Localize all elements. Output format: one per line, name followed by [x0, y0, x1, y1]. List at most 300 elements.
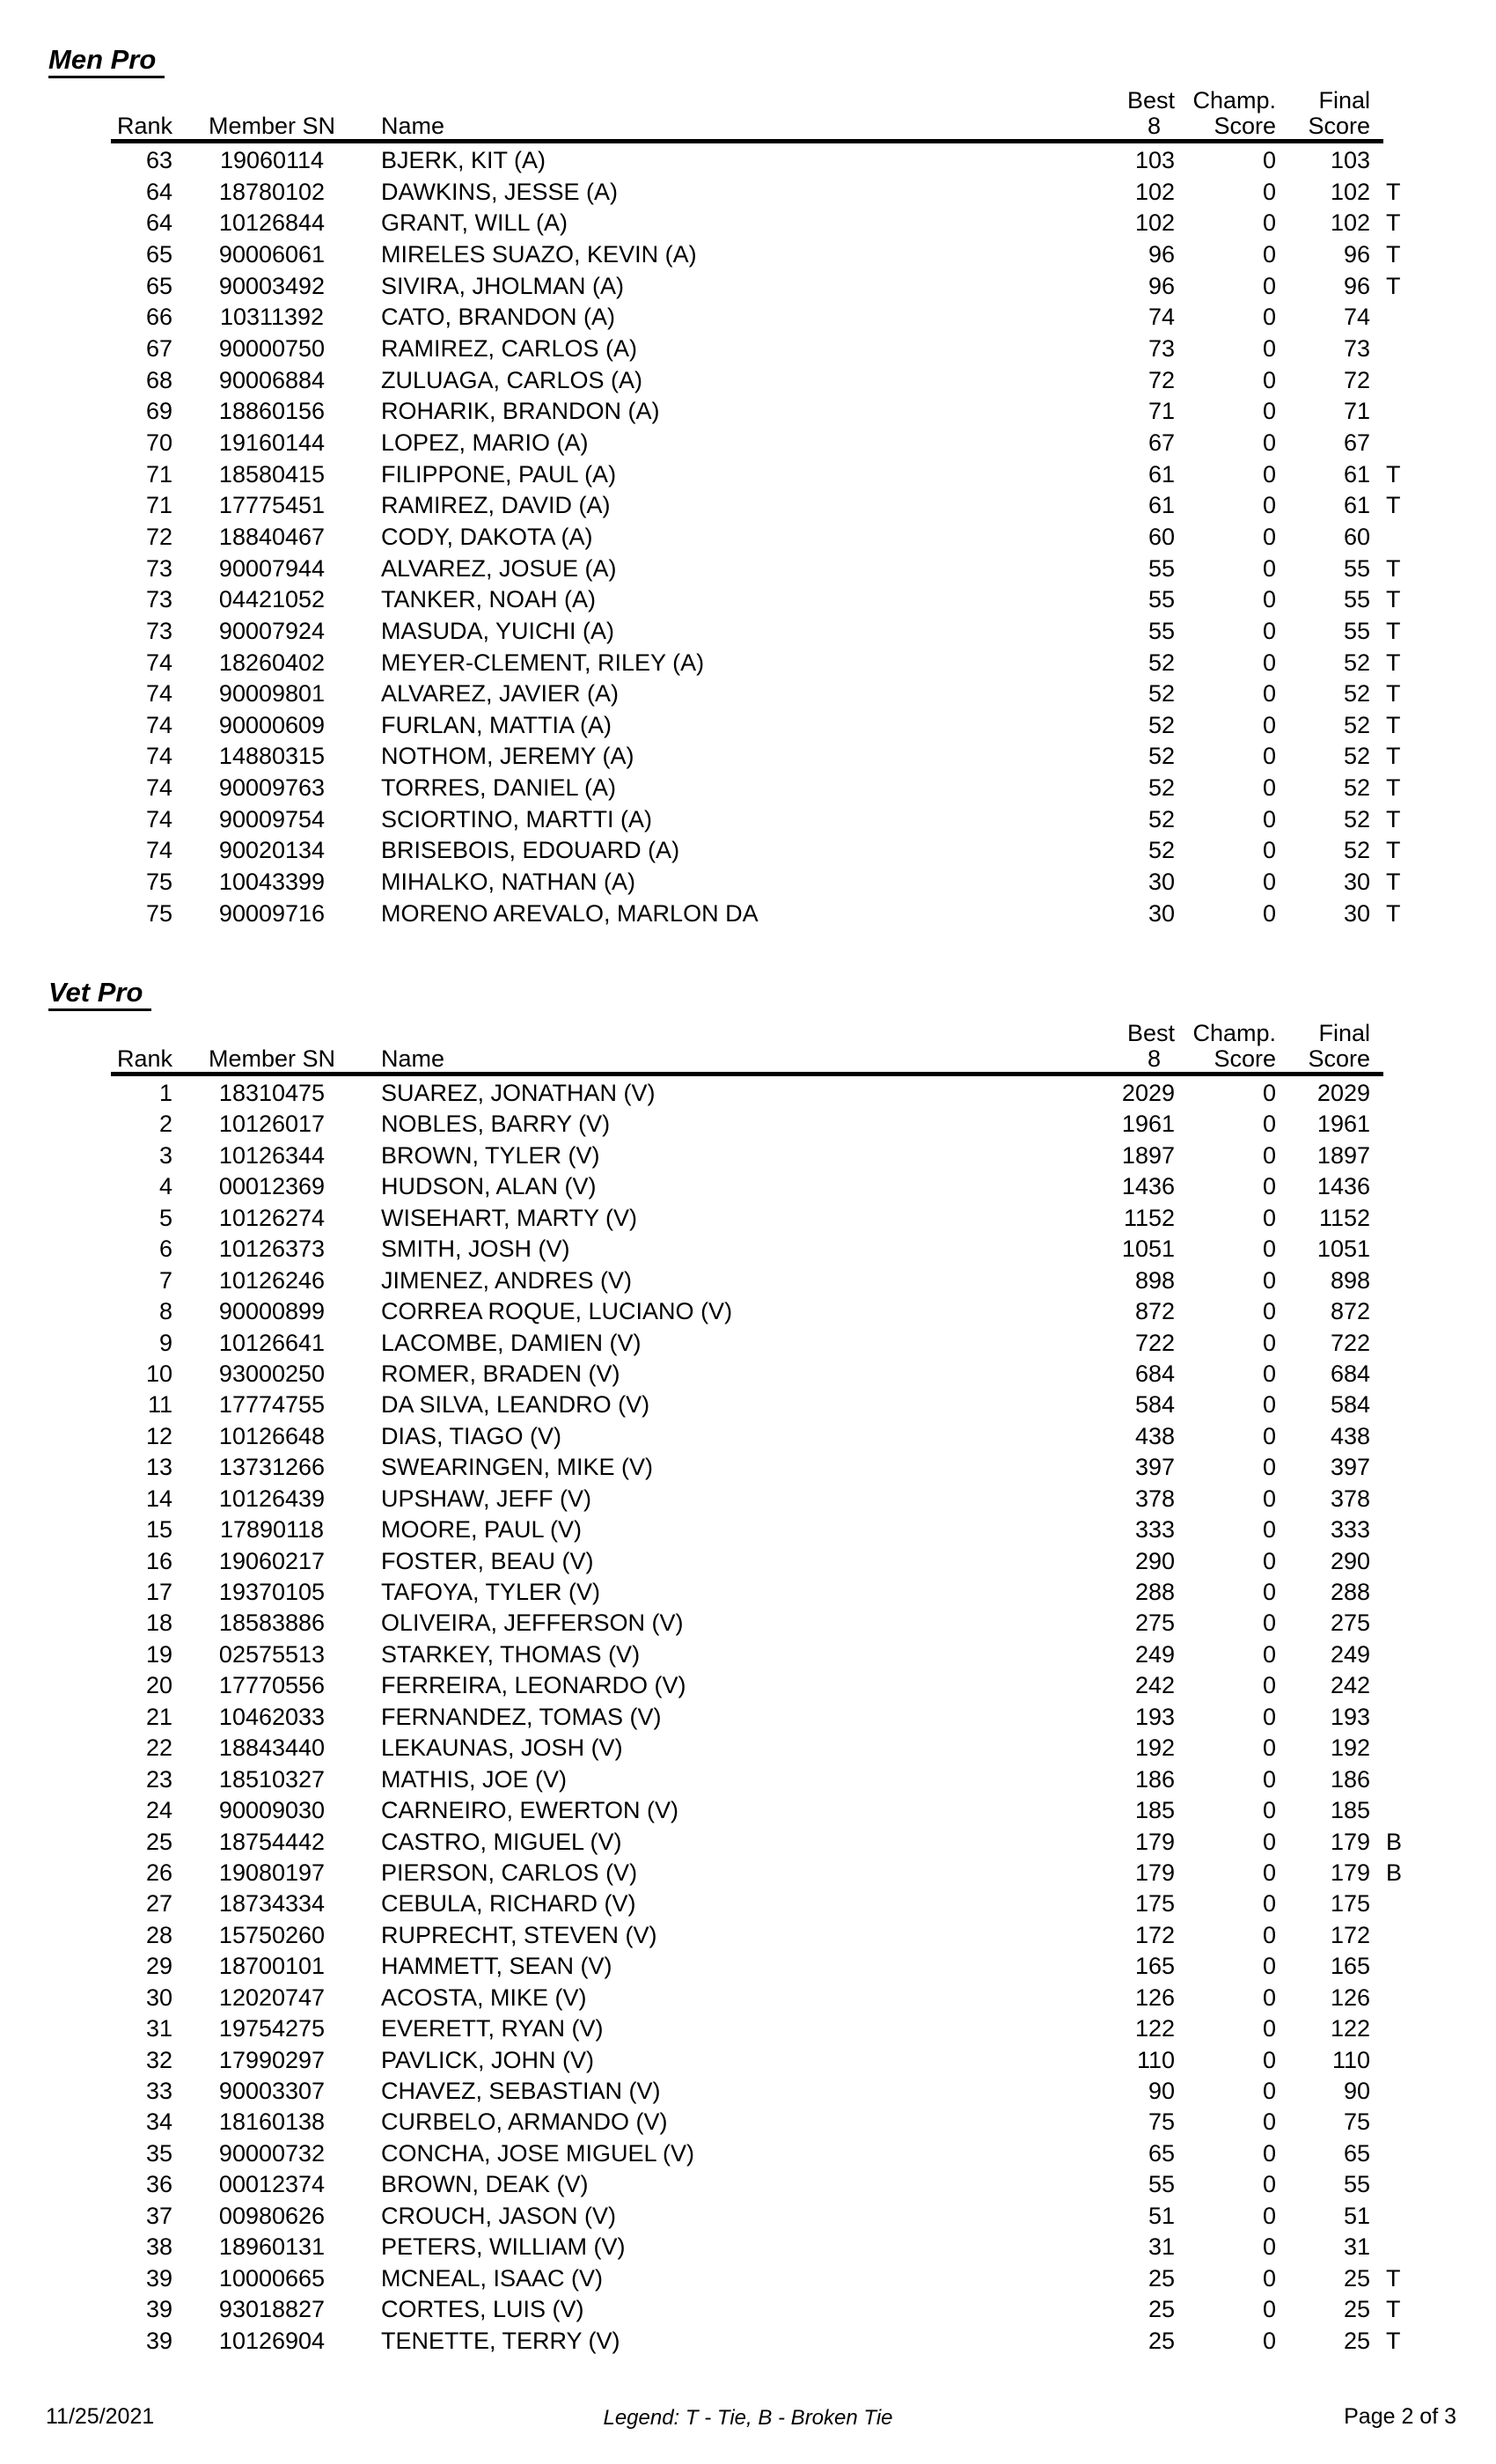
cell-final-score: 288 [1330, 1579, 1370, 1605]
cell-rank: 68 [145, 366, 172, 393]
cell-name: RUPRECHT, STEVEN (V) [381, 1921, 657, 1948]
cell-member-sn: 10311392 [219, 304, 325, 331]
column-spacer [336, 239, 381, 271]
cell-tie-flag: T [1386, 649, 1401, 676]
cell-best-8: 193 [1134, 1703, 1175, 1730]
cell-name: DAWKINS, JESSE (A) [381, 178, 619, 205]
column-spacer [336, 1858, 381, 1888]
footer-date: 11/25/2021 [46, 2404, 155, 2429]
column-spacer [336, 1140, 381, 1171]
cell-tie-flag: T [1386, 2327, 1401, 2354]
cell-name: MCNEAL, ISAAC (V) [381, 2264, 604, 2292]
cell-name: CURBELO, ARMANDO (V) [381, 2108, 668, 2136]
column-spacer [172, 1670, 208, 1701]
table-row [111, 1888, 1422, 1919]
column-spacer [172, 1171, 208, 1202]
cell-best-8: 52 [1148, 774, 1175, 802]
column-spacer [172, 208, 208, 239]
cell-rank: 26 [145, 1859, 172, 1886]
cell-member-sn: 15750260 [218, 1921, 326, 1948]
cell-best-8: 52 [1148, 680, 1175, 708]
table-row [111, 1702, 1422, 1733]
cell-member-sn: 90009763 [218, 774, 326, 802]
table-row [111, 1795, 1422, 1826]
cell-champ-score: 0 [1262, 1640, 1276, 1668]
column-spacer [172, 1733, 208, 1764]
cell-champ-score: 0 [1262, 1454, 1276, 1481]
cell-rank: 74 [145, 711, 172, 738]
cell-rank: 74 [145, 680, 172, 708]
table-row [111, 1234, 1422, 1265]
cell-champ-score: 0 [1262, 1298, 1276, 1325]
cell-member-sn: 00980626 [218, 2202, 326, 2229]
column-spacer [172, 1046, 208, 1072]
column-spacer [172, 1359, 208, 1390]
cell-final-score: 1152 [1318, 1204, 1370, 1231]
column-spacer [172, 522, 208, 554]
cell-best-8: 30 [1148, 899, 1175, 927]
column-spacer [1370, 1021, 1422, 1046]
column-spacer [336, 1827, 381, 1858]
cell-best-8: 179 [1134, 1828, 1175, 1855]
column-spacer [336, 741, 381, 773]
cell-champ-score: 0 [1262, 1266, 1276, 1294]
cell-name: CATO, BRANDON (A) [381, 304, 616, 331]
cell-final-score: 438 [1330, 1422, 1370, 1449]
column-spacer [336, 2138, 381, 2169]
column-spacer [336, 396, 381, 428]
cell-champ-score: 0 [1262, 2078, 1276, 2104]
cell-name: LACOMBE, DAMIEN (V) [381, 1329, 642, 1356]
men-pro-table [111, 88, 1422, 929]
table-row [111, 2326, 1422, 2357]
column-spacer [172, 145, 208, 177]
table-row [111, 1328, 1422, 1359]
column-header-name: Name [381, 1046, 445, 1072]
column-spacer [172, 271, 208, 303]
cell-member-sn: 19754275 [218, 2015, 326, 2042]
cell-best-8: 61 [1148, 460, 1175, 488]
cell-final-score: 275 [1330, 1610, 1370, 1637]
cell-best-8: 30 [1148, 869, 1175, 896]
column-spacer [336, 114, 381, 139]
cell-final-score: 96 [1343, 272, 1370, 299]
column-spacer [172, 1795, 208, 1826]
cell-best-8: 60 [1148, 523, 1175, 550]
cell-best-8: 872 [1134, 1298, 1175, 1325]
table-row [111, 554, 1422, 585]
cell-rank: 30 [145, 1984, 172, 2011]
cell-rank: 73 [145, 554, 172, 582]
column-header-rank: Rank [116, 113, 172, 139]
column-spacer [336, 1951, 381, 1982]
cell-final-score: 185 [1330, 1797, 1370, 1824]
cell-name: DA SILVA, LEANDRO (V) [381, 1391, 650, 1419]
cell-name: WISEHART, MARTY (V) [381, 1204, 638, 1231]
table-row [111, 1577, 1422, 1608]
cell-tie-flag: T [1386, 774, 1401, 802]
column-spacer [336, 2169, 381, 2200]
column-spacer [172, 1452, 208, 1483]
cell-rank: 74 [145, 805, 172, 832]
cell-member-sn: 10126641 [218, 1329, 326, 1356]
table-row [111, 835, 1422, 867]
column-spacer [172, 1328, 208, 1359]
cell-rank: 71 [145, 492, 172, 519]
table-row [111, 1639, 1422, 1670]
cell-best-8: 96 [1148, 272, 1175, 299]
section-title-men-pro: Men Pro [48, 46, 165, 78]
cell-rank: 34 [145, 2108, 172, 2136]
cell-best-8: 397 [1134, 1454, 1175, 1481]
table-row [111, 490, 1422, 522]
cell-final-score: 65 [1343, 2139, 1370, 2167]
cell-rank: 39 [145, 2264, 172, 2292]
cell-name: SMITH, JOSH (V) [381, 1236, 570, 1263]
column-spacer [172, 648, 208, 679]
cell-tie-flag [1370, 1733, 1422, 1764]
table-row [111, 2138, 1422, 2169]
cell-best-8: 102 [1134, 209, 1175, 237]
cell-best-8: 438 [1134, 1422, 1175, 1449]
cell-member-sn: 90006884 [218, 366, 326, 393]
cell-rank: 38 [145, 2233, 172, 2261]
cell-member-sn: 17775451 [218, 492, 326, 519]
cell-tie-flag [1370, 2045, 1422, 2076]
cell-rank: 64 [145, 209, 172, 237]
cell-tie-flag [1370, 1546, 1422, 1577]
column-spacer [336, 2107, 381, 2138]
column-spacer [336, 2013, 381, 2044]
column-spacer [172, 1140, 208, 1171]
cell-final-score: 30 [1343, 869, 1370, 896]
column-spacer [172, 616, 208, 648]
column-spacer [172, 1702, 208, 1733]
column-spacer [172, 490, 208, 522]
cell-tie-flag [1370, 1078, 1422, 1109]
cell-tie-flag: T [1386, 2296, 1401, 2323]
column-spacer [336, 271, 381, 303]
cell-champ-score: 0 [1262, 586, 1276, 613]
cell-rank: 74 [145, 837, 172, 864]
cell-name: UPSHAW, JEFF (V) [381, 1485, 592, 1512]
cell-champ-score: 0 [1262, 774, 1276, 802]
column-spacer [172, 114, 208, 139]
cell-member-sn: 18780102 [218, 178, 326, 205]
cell-member-sn: 90000899 [218, 1298, 326, 1325]
column-spacer [172, 2263, 208, 2294]
column-spacer [336, 678, 381, 710]
cell-rank: 29 [145, 1953, 172, 1980]
cell-best-8: 55 [1148, 617, 1175, 644]
cell-tie-flag: T [1386, 680, 1401, 708]
cell-rank: 24 [145, 1797, 172, 1824]
cell-champ-score: 0 [1262, 680, 1276, 708]
cell-name: CORTES, LUIS (V) [381, 2296, 584, 2323]
cell-name: SWEARINGEN, MIKE (V) [381, 1454, 654, 1481]
cell-final-score: 90 [1343, 2078, 1370, 2104]
cell-tie-flag [1370, 145, 1422, 177]
cell-champ-score: 0 [1262, 429, 1276, 456]
table-header-line1 [111, 1021, 1422, 1046]
cell-name: TENETTE, TERRY (V) [381, 2327, 620, 2354]
cell-champ-score: 0 [1262, 2233, 1276, 2261]
cell-rank: 7 [158, 1266, 172, 1294]
cell-name: TAFOYA, TYLER (V) [381, 1579, 601, 1605]
table-row [111, 2169, 1422, 2200]
cell-member-sn: 19080197 [218, 1859, 326, 1886]
column-spacer [336, 208, 381, 239]
column-header-final: Final [1318, 87, 1370, 114]
cell-rank: 73 [145, 617, 172, 644]
cell-best-8: 25 [1148, 2264, 1175, 2292]
column-spacer [336, 867, 381, 898]
cell-final-score: 397 [1330, 1454, 1370, 1481]
table-row [111, 271, 1422, 303]
cell-name: CODY, DAKOTA (A) [381, 523, 593, 550]
cell-name: BROWN, DEAK (V) [381, 2171, 589, 2198]
cell-champ-score: 0 [1262, 1984, 1276, 2011]
column-spacer [336, 1296, 381, 1327]
cell-rank: 21 [145, 1703, 172, 1730]
cell-final-score: 333 [1330, 1516, 1370, 1544]
cell-rank: 66 [145, 304, 172, 331]
cell-member-sn: 90000732 [218, 2139, 326, 2167]
cell-final-score: 684 [1330, 1360, 1370, 1387]
cell-member-sn: 90009754 [218, 805, 326, 832]
cell-tie-flag [1370, 1514, 1422, 1545]
cell-rank: 6 [158, 1236, 172, 1263]
cell-name: PETERS, WILLIAM (V) [381, 2233, 626, 2261]
table-row [111, 1390, 1422, 1420]
cell-final-score: 722 [1330, 1329, 1370, 1356]
column-header-champ: Champ. [1192, 87, 1276, 114]
cell-champ-score: 0 [1262, 1204, 1276, 1231]
cell-best-8: 126 [1134, 1984, 1175, 2011]
cell-name: ACOSTA, MIKE (V) [381, 1984, 587, 2011]
cell-member-sn: 18960131 [218, 2233, 326, 2261]
column-spacer [336, 1452, 381, 1483]
cell-champ-score: 0 [1262, 460, 1276, 488]
cell-champ-score: 0 [1262, 2202, 1276, 2229]
cell-champ-score: 0 [1262, 398, 1276, 425]
cell-member-sn: 19060217 [218, 1547, 326, 1574]
vet-pro-table [111, 1021, 1422, 2357]
cell-champ-score: 0 [1262, 1610, 1276, 1637]
cell-final-score: 61 [1343, 492, 1370, 519]
cell-rank: 16 [145, 1547, 172, 1574]
cell-rank: 22 [145, 1734, 172, 1762]
cell-rank: 71 [145, 460, 172, 488]
cell-best-8: 52 [1148, 837, 1175, 864]
column-spacer [336, 2232, 381, 2262]
cell-best-8: 55 [1148, 2171, 1175, 2198]
table-row [111, 1951, 1422, 1982]
cell-name: JIMENEZ, ANDRES (V) [381, 1266, 633, 1294]
cell-rank: 36 [145, 2171, 172, 2198]
cell-final-score: 73 [1343, 334, 1370, 362]
cell-final-score: 2029 [1316, 1080, 1370, 1106]
cell-best-8: 333 [1134, 1516, 1175, 1544]
cell-tie-flag [1370, 1390, 1422, 1420]
table-row [111, 804, 1422, 836]
table-row [111, 1296, 1422, 1327]
cell-tie-flag [1370, 1670, 1422, 1701]
cell-rank: 70 [145, 429, 172, 456]
cell-member-sn: 10126017 [218, 1111, 326, 1138]
cell-rank: 73 [145, 586, 172, 613]
column-spacer [336, 1764, 381, 1795]
cell-best-8: 75 [1148, 2108, 1175, 2136]
cell-final-score: 110 [1331, 2046, 1370, 2073]
cell-best-8: 103 [1134, 147, 1175, 173]
cell-tie-flag [1370, 2201, 1422, 2232]
cell-best-8: 52 [1148, 649, 1175, 676]
cell-rank: 67 [145, 334, 172, 362]
column-spacer [336, 1577, 381, 1608]
table-row [111, 710, 1422, 742]
cell-rank: 8 [158, 1298, 172, 1325]
cell-name: LEKAUNAS, JOSH (V) [381, 1734, 623, 1762]
cell-champ-score: 0 [1262, 2264, 1276, 2292]
cell-champ-score: 0 [1262, 1703, 1276, 1730]
column-spacer [111, 88, 172, 114]
cell-tie-flag [1370, 1328, 1422, 1359]
cell-name: ALVAREZ, JOSUE (A) [381, 554, 617, 582]
column-spacer [172, 678, 208, 710]
cell-final-score: 52 [1343, 711, 1370, 738]
cell-champ-score: 0 [1262, 1360, 1276, 1387]
cell-member-sn: 13731266 [218, 1454, 326, 1481]
cell-member-sn: 90000750 [218, 334, 326, 362]
cell-member-sn: 19370105 [218, 1579, 326, 1605]
column-spacer [172, 2013, 208, 2044]
cell-final-score: 193 [1330, 1703, 1370, 1730]
column-spacer [172, 2076, 208, 2107]
cell-champ-score: 0 [1262, 2171, 1276, 2198]
table-row [111, 459, 1422, 491]
cell-final-score: 67 [1343, 429, 1370, 456]
column-spacer [172, 396, 208, 428]
cell-member-sn: 10126274 [218, 1204, 326, 1231]
cell-name: PIERSON, CARLOS (V) [381, 1859, 638, 1886]
cell-tie-flag [1370, 2138, 1422, 2169]
cell-final-score: 1051 [1316, 1236, 1370, 1263]
column-spacer [172, 239, 208, 271]
table-row [111, 616, 1422, 648]
cell-name: ROMER, BRADEN (V) [381, 1360, 620, 1387]
column-spacer [208, 1021, 336, 1046]
cell-tie-flag [1370, 2107, 1422, 2138]
column-spacer [336, 88, 381, 114]
cell-final-score: 31 [1343, 2233, 1370, 2261]
cell-best-8: 249 [1134, 1640, 1175, 1668]
cell-best-8: 25 [1148, 2296, 1175, 2323]
cell-tie-flag [1370, 1265, 1422, 1296]
cell-champ-score: 0 [1262, 2327, 1276, 2354]
table-row [111, 584, 1422, 616]
column-spacer [172, 2294, 208, 2325]
cell-tie-flag [1370, 1888, 1422, 1919]
column-spacer [336, 773, 381, 804]
cell-rank: 10 [145, 1360, 172, 1387]
cell-member-sn: 18510327 [218, 1765, 326, 1793]
cell-final-score: 179 [1330, 1859, 1370, 1886]
cell-tie-flag: T [1386, 899, 1401, 927]
cell-champ-score: 0 [1262, 1516, 1276, 1544]
column-header-final: Final [1318, 1020, 1370, 1046]
table-row [111, 428, 1422, 459]
cell-best-8: 55 [1148, 586, 1175, 613]
cell-final-score: 1897 [1316, 1141, 1370, 1169]
column-spacer [172, 584, 208, 616]
table-row [111, 1608, 1422, 1639]
column-spacer [336, 1171, 381, 1202]
column-spacer [172, 177, 208, 209]
cell-tie-flag: T [1386, 554, 1401, 582]
cell-final-score: 52 [1343, 743, 1370, 770]
cell-champ-score: 0 [1262, 1485, 1276, 1512]
cell-member-sn: 10126344 [218, 1141, 326, 1169]
column-spacer [172, 1021, 208, 1046]
table-row [111, 2107, 1422, 2138]
column-spacer [172, 867, 208, 898]
cell-name: BRISEBOIS, EDOUARD (A) [381, 837, 680, 864]
cell-name: MIRELES SUAZO, KEVIN (A) [381, 240, 697, 268]
cell-rank: 1 [158, 1080, 172, 1106]
cell-champ-score: 0 [1262, 1236, 1276, 1263]
cell-member-sn: 18754442 [218, 1828, 326, 1855]
cell-name: DIAS, TIAGO (V) [381, 1422, 562, 1449]
cell-champ-score: 0 [1262, 711, 1276, 738]
table-row [111, 1421, 1422, 1452]
column-spacer [172, 334, 208, 365]
column-header-member-sn: Member SN [208, 113, 336, 139]
cell-rank: 25 [145, 1828, 172, 1855]
cell-final-score: 1436 [1316, 1173, 1370, 1200]
cell-champ-score: 0 [1262, 1422, 1276, 1449]
cell-final-score: 179 [1330, 1828, 1370, 1855]
cell-name: CROUCH, JASON (V) [381, 2202, 617, 2229]
cell-final-score: 584 [1330, 1391, 1370, 1419]
cell-member-sn: 10126373 [218, 1236, 326, 1263]
cell-name: NOTHOM, JEREMY (A) [381, 743, 634, 770]
cell-rank: 5 [158, 1204, 172, 1231]
column-spacer [336, 302, 381, 334]
column-spacer [336, 1021, 381, 1046]
column-spacer [172, 88, 208, 114]
cell-champ-score: 0 [1262, 366, 1276, 393]
cell-final-score: 872 [1330, 1298, 1370, 1325]
cell-rank: 20 [145, 1672, 172, 1699]
column-spacer [336, 2263, 381, 2294]
cell-best-8: 65 [1148, 2139, 1175, 2167]
cell-champ-score: 0 [1262, 178, 1276, 205]
column-spacer [336, 1983, 381, 2013]
cell-best-8: 165 [1134, 1953, 1175, 1980]
cell-rank: 23 [145, 1765, 172, 1793]
cell-best-8: 290 [1134, 1547, 1175, 1574]
cell-name: CEBULA, RICHARD (V) [381, 1890, 636, 1918]
column-spacer [172, 741, 208, 773]
column-spacer [172, 1296, 208, 1327]
cell-member-sn: 90007924 [218, 617, 326, 644]
cell-member-sn: 10126844 [218, 209, 326, 237]
cell-name: TORRES, DANIEL (A) [381, 774, 617, 802]
cell-tie-flag [1370, 1109, 1422, 1140]
cell-best-8: 584 [1134, 1391, 1175, 1419]
column-spacer [172, 804, 208, 836]
